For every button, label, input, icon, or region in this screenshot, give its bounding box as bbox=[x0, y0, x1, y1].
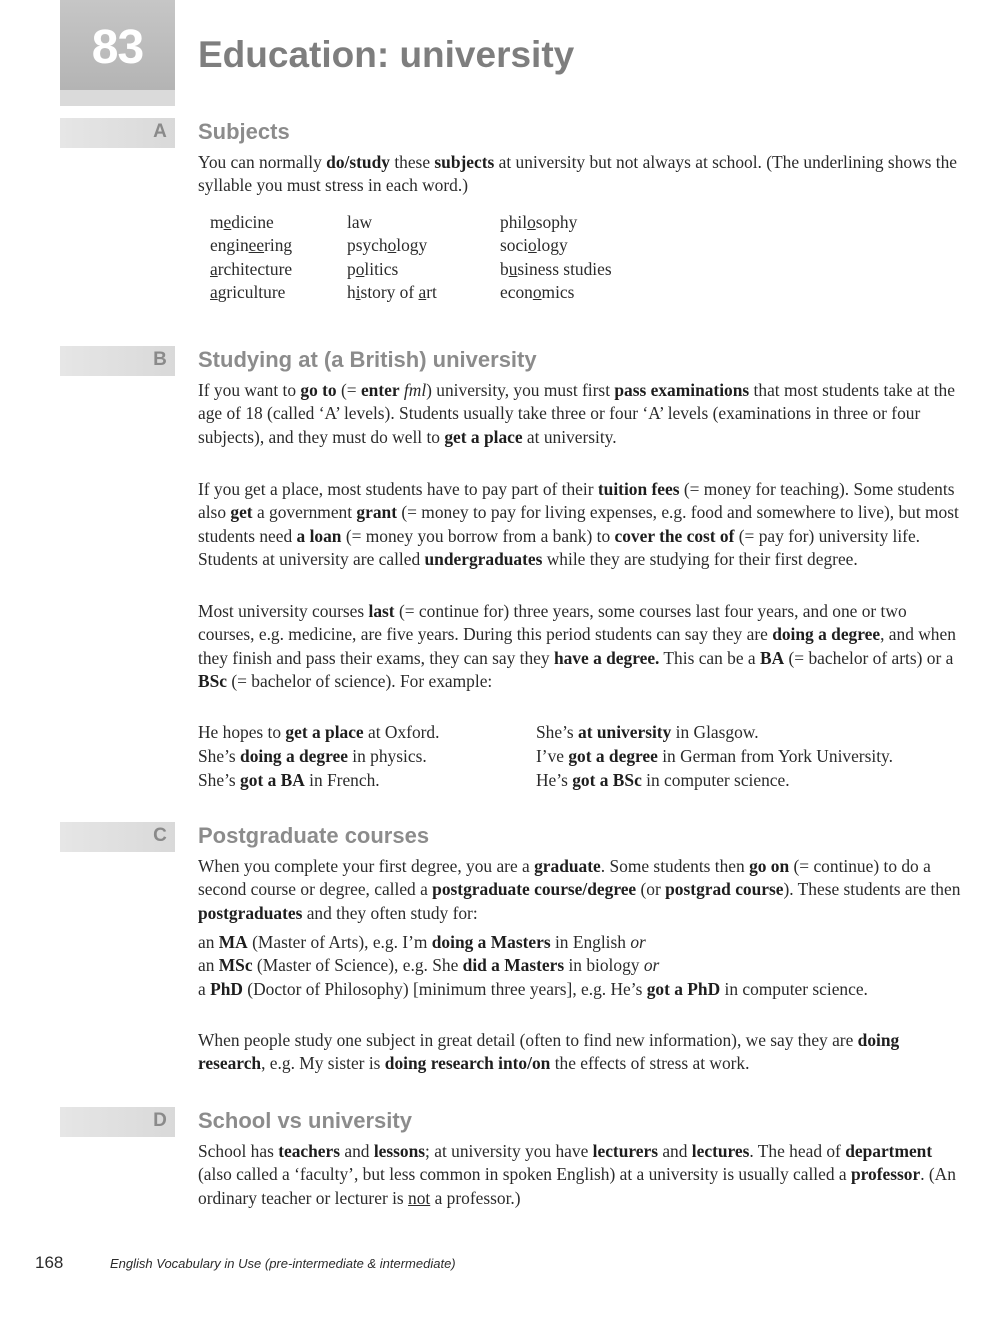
section-c-title: Postgraduate courses bbox=[198, 823, 430, 848]
subject-word: agriculture bbox=[210, 281, 286, 302]
section-a-title: Subjects bbox=[198, 119, 290, 144]
unit-number: 83 bbox=[91, 21, 144, 74]
section-d-paragraph-1: School has teachers and lessons; at university you have lecturers and lectures. The head of department (also called a ‘faculty’, but less common in spoken English) at a university is usually called a professor. (An ordinary teacher or lecturer is not a professor.) bbox=[198, 1141, 956, 1208]
subject-word: history of art bbox=[347, 281, 437, 302]
example-left-3: She’s got a BA in French. bbox=[198, 770, 380, 790]
subject-word: architecture bbox=[210, 258, 293, 279]
subject-list-column-3 bbox=[500, 211, 612, 304]
subject-list-column-2 bbox=[347, 211, 437, 304]
section-a-intro: You can normally do/study these subjects at university but not always at school. (The underlining shows the syllable you must stress in each word.) bbox=[198, 152, 958, 196]
subject-word: politics bbox=[347, 258, 399, 279]
section-b-paragraph-3: Most university courses last (= continue for) three years, some courses last four years, and one or two courses, e.g. medicine, are five years. During this period students can say they are doing a degree, and when they finish and pass their exams, they can say they have a degree. This can be a BA (= bachelor of arts) or a BSc (= bachelor of science). For example: bbox=[198, 601, 956, 691]
subject-word: business studies bbox=[500, 258, 612, 279]
page-number: 168 bbox=[35, 1253, 64, 1272]
example-right-3: He’s got a BSc in computer science. bbox=[536, 770, 790, 790]
subject-word: philosophy bbox=[500, 212, 578, 232]
subject-word: medicine bbox=[210, 212, 274, 232]
book-title: English Vocabulary in Use (pre-intermediate & intermediate) bbox=[110, 1256, 456, 1271]
section-c-paragraph-3: When people study one subject in great detail (often to find new information), we say they are doing research, e.g. My sister is doing research into/on the effects of stress at work. bbox=[198, 1030, 900, 1074]
section-b-paragraph-2: If you get a place, most students have to pay part of their tuition fees (= money for teaching). Some students also get a government grant (= money to pay for living expenses, e.g. food and somewhere to live), but most students need a loan (= money you borrow from a bank) to cover the cost of (= pay for) university life. Students at university are called undergraduates while they are studying for their first degree. bbox=[198, 479, 959, 569]
section-b-paragraph-1: If you want to go to (= enter fml) university, you must first pass examinations that most students take at the age of 18 (called ‘A’ levels). Students usually take three or four ‘A’ levels (examinations in three or four subjects), and they must do well to get a place at university. bbox=[198, 380, 955, 447]
example-left-1: He hopes to get a place at Oxford. bbox=[198, 722, 440, 742]
example-right-2: I’ve got a degree in German from York University. bbox=[536, 746, 893, 766]
subject-list-column-1 bbox=[210, 211, 292, 304]
example-right-1: She’s at university in Glasgow. bbox=[536, 722, 759, 742]
subject-word: sociology bbox=[500, 235, 568, 256]
section-c-paragraph-1: When you complete your first degree, you are a graduate. Some students then go on (= continue) to do a second course or degree, called a postgraduate course/degree (or postgrad course). These students are then postgraduates and they often study for: bbox=[198, 856, 961, 923]
section-c-letter: C bbox=[153, 825, 167, 846]
subject-word: engineering bbox=[210, 235, 293, 256]
section-c-degree-list: an MA (Master of Arts), e.g. I’m doing a Masters in English or an MSc (Master of Science), e.g. She did a Masters in biology or a PhD (Doctor of Philosophy) [minimum three years], e.g. He’s got a PhD in computer science. bbox=[198, 932, 868, 999]
subject-word: economics bbox=[500, 281, 575, 302]
section-d-title: School vs university bbox=[198, 1108, 412, 1133]
section-d-letter: D bbox=[153, 1110, 167, 1131]
unit-number-strip bbox=[60, 90, 175, 106]
section-a-letter: A bbox=[153, 121, 167, 142]
subject-word: psychology bbox=[347, 235, 428, 256]
unit-title: Education: university bbox=[198, 34, 575, 75]
section-b-title: Studying at (a British) university bbox=[198, 347, 537, 372]
section-b-letter: B bbox=[153, 349, 167, 370]
example-left-2: She’s doing a degree in physics. bbox=[198, 746, 427, 766]
subject-word: law bbox=[347, 212, 373, 232]
